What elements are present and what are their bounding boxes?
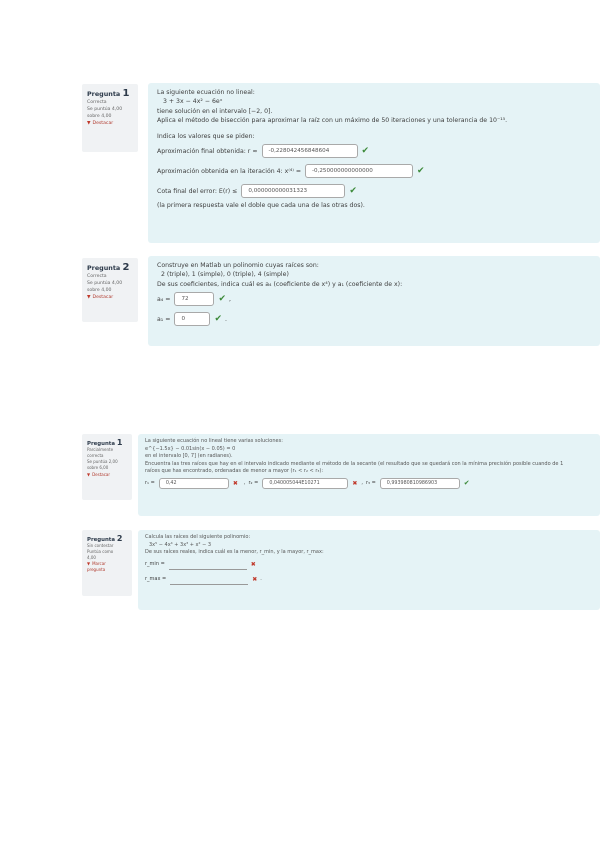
answer-input[interactable]: -0,250000000000000 [305, 164, 413, 178]
roots-text: 2 (triple), 1 (simple), 0 (triple), 4 (simple) [161, 271, 289, 279]
question-info-1b [82, 434, 132, 500]
question-info-2a [82, 258, 138, 322]
question-score: Se puntúa 4,00 [87, 107, 123, 112]
question-text: Indica los valores que se piden: [157, 132, 255, 140]
question-content-2a [148, 256, 600, 346]
question-status: Correcta [87, 100, 107, 105]
period: . [260, 576, 262, 583]
answer-label: r_max = [145, 576, 167, 583]
flag-question-link[interactable]: ▼ Destacar [87, 472, 111, 477]
answer-row [157, 141, 591, 161]
check-icon: ✔ [349, 186, 357, 197]
question-info-2b [82, 530, 132, 596]
question-status-2: correcta [87, 453, 104, 458]
flag-question-link[interactable]: ▼ Destacar [87, 121, 114, 126]
question-text: La siguiente ecuación no lineal tiene varias soluciones: [145, 438, 283, 444]
answer-row [157, 181, 591, 201]
answer-row [157, 161, 591, 181]
cross-icon: ✖ [232, 479, 238, 487]
question-text: tiene solución en el intervalo [−2, 0]. [157, 107, 273, 115]
answer-label: Cota final del error: E(r) ≤ [157, 187, 238, 195]
question-score-max: sobre 4,00 [87, 288, 112, 293]
answer-row [145, 557, 593, 572]
period: . [224, 315, 227, 323]
question-score-max: 4,00 [87, 555, 96, 560]
answer-input[interactable]: 72 [174, 292, 214, 306]
question-status: Sin contestar [87, 543, 114, 548]
check-icon: ✔ [417, 166, 425, 177]
answer-row [157, 289, 591, 309]
question-score-max: sobre 6,00 [87, 465, 109, 470]
question-text: De sus coeficientes, indica cuál es a₄ (coeficiente de x⁴) y a₁ (coeficiente de x): [157, 280, 403, 288]
answer-label: Aproximación obtenida en la iteración 4: x⁽⁴⁾ = [157, 167, 302, 175]
equation: e^{−1.5x} − 0.01sin(x − 0.05) = 0 [145, 445, 236, 452]
comma: , [361, 480, 363, 487]
question-status: Correcta [87, 274, 107, 279]
answer-input[interactable]: -0,228042456848604 [262, 144, 358, 158]
check-icon: ✔ [218, 294, 226, 305]
check-icon: ✔ [463, 479, 470, 488]
answer-label: r_min = [145, 561, 165, 568]
question-number: Pregunta 2 [87, 534, 123, 543]
question-score: Puntúa como [87, 549, 114, 554]
question-status: Parcialmente [87, 447, 114, 452]
question-text: De sus raíces reales, indica cuál es la menor, r_min, y la mayor, r_max: [145, 549, 324, 556]
answer-label: r₃ = [365, 480, 376, 487]
answer-label: a₁ = [157, 315, 171, 323]
flag-icon: ▼ [87, 121, 91, 126]
question-text: Aplica el método de bisección para aproximar la raíz con un máximo de 50 iteraciones y una tolerancia de 10⁻¹⁵. [157, 117, 508, 125]
question-score: Se puntúa 2,00 [87, 459, 118, 464]
comma: , [243, 480, 246, 487]
question-text: Encuentra las tres raíces que hay en el intervalo indicado mediante el método de la secante (el resultado que se quedará con la mínima precisión posible cuando de 1 [145, 460, 564, 467]
question-score: Se puntúa 4,00 [87, 281, 123, 286]
answer-input[interactable]: 0,040005044E10271 [262, 478, 348, 489]
question-text: La siguiente ecuación no lineal: [157, 89, 255, 96]
answer-label: Aproximación final obtenida: r ≈ [157, 147, 258, 155]
question-text: raíces que has encontrado, ordenadas de menor a mayor (r₁ < r₂ < r₃): [145, 468, 324, 475]
flag-icon: ▼ [87, 472, 91, 477]
flag-icon: ▼ [87, 561, 91, 566]
cross-icon: ✖ [250, 560, 256, 568]
scoring-note: (la primera respuesta vale el doble que cada una de las otras dos). [157, 202, 365, 210]
flag-question-link[interactable]: ▼ Marcar [87, 561, 106, 566]
answer-input-empty[interactable] [170, 574, 248, 585]
answer-label: a₄ = [157, 295, 171, 303]
question-number: Pregunta 2 [87, 262, 130, 273]
answer-input[interactable]: 0 [174, 312, 210, 326]
flag-question-link[interactable]: ▼ Destacar [87, 295, 114, 300]
flag-icon: ▼ [87, 295, 91, 300]
question-number: Pregunta 1 [87, 88, 130, 99]
check-icon: ✔ [361, 146, 370, 157]
answer-input[interactable]: 0,000000000031323 [241, 184, 345, 198]
flag-question-link-2[interactable]: pregunta [87, 567, 106, 572]
question-text: en el intervalo [0, 7] (en radianes). [145, 453, 233, 460]
question-content-2b [138, 530, 600, 610]
answer-row [157, 309, 591, 329]
cross-icon: ✖ [252, 575, 258, 583]
question-score-max: sobre 4,00 [87, 114, 112, 119]
answer-row [145, 476, 593, 491]
question-content-1b [138, 434, 600, 516]
answer-input-empty[interactable] [169, 559, 247, 570]
answer-label: r₂ = [248, 480, 259, 487]
answer-input[interactable]: 0,42 [159, 478, 229, 489]
answer-label: r₁ = [145, 480, 155, 487]
equation: 3 + 3x − 4x² − 6eˣ [163, 98, 223, 106]
question-text: Calcula las raíces del siguiente polinomio: [145, 534, 251, 540]
question-info-1a [82, 84, 138, 152]
question-number: Pregunta 1 [87, 438, 123, 447]
cross-icon: ✖ [352, 479, 358, 487]
answer-row [145, 572, 593, 587]
comma: , [228, 295, 231, 303]
polynomial: 3x⁵ − 4x⁴ + 3x³ + x² − 3 [149, 541, 212, 548]
check-icon: ✔ [214, 314, 222, 325]
question-content-1a [148, 83, 600, 243]
answer-input[interactable]: 0,993980810986903 [380, 478, 460, 489]
question-text: Construye en Matlab un polinomio cuyas raíces son: [157, 262, 319, 269]
